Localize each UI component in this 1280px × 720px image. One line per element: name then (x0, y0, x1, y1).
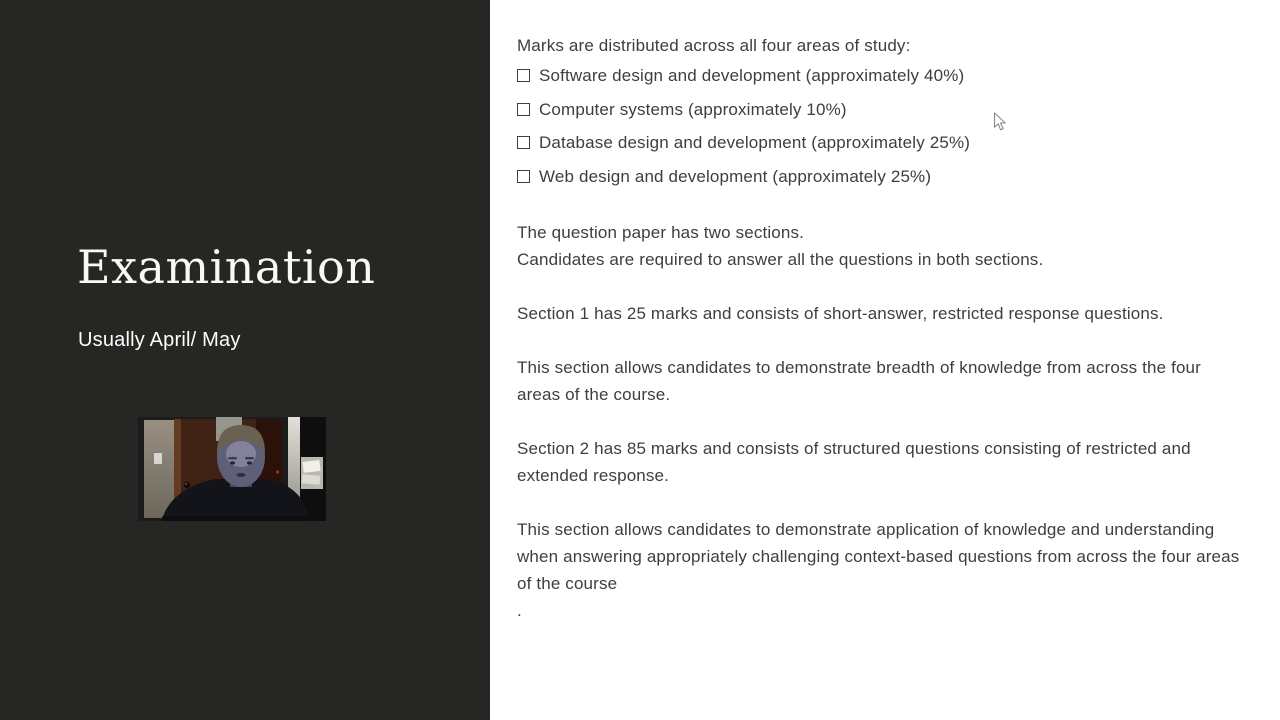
body-paragraphs (517, 219, 1280, 624)
slide-subtitle: Usually April/ May (78, 329, 241, 351)
paragraph-line: areas of the course. (517, 385, 671, 404)
bullet-item (517, 93, 1280, 127)
paragraph-line: extended response. (517, 466, 670, 485)
bullet-list (517, 59, 1280, 193)
checkbox-bullet-icon (517, 103, 530, 116)
paragraph (517, 435, 1280, 489)
checkbox-bullet-icon (517, 170, 530, 183)
bullet-item (517, 126, 1280, 160)
paragraph (517, 219, 1280, 273)
paragraph (517, 300, 1280, 327)
intro-text: Marks are distributed across all four areas of study: (517, 36, 911, 55)
paragraph-line: Section 1 has 25 marks and consists of short-answer, restricted response questions. (517, 304, 1164, 323)
paragraph-line: . (517, 601, 522, 620)
bullet-label: Web design and development (approximately 25%) (539, 166, 932, 186)
paragraph (517, 516, 1280, 597)
paragraph-line: This section allows candidates to demonstrate application of knowledge and understanding (517, 520, 1215, 539)
presenter-webcam-video (138, 417, 326, 521)
paragraph (517, 597, 1280, 624)
bullet-label: Database design and development (approximately 25%) (539, 133, 971, 153)
bullet-item (517, 59, 1280, 93)
paragraph-line: The question paper has two sections. (517, 223, 805, 242)
bullet-label: Computer systems (approximately 10%) (539, 99, 847, 119)
slide-left-panel (0, 0, 490, 720)
paragraph-line: Section 2 has 85 marks and consists of structured questions consisting of restricted and (517, 439, 1191, 458)
paragraph-line: of the course (517, 574, 618, 593)
slide-content-panel (490, 0, 1280, 720)
paragraph-line: Candidates are required to answer all the questions in both sections. (517, 250, 1044, 269)
checkbox-bullet-icon (517, 69, 530, 82)
bullet-label: Software design and development (approximately 40%) (539, 66, 965, 86)
paragraph-line: when answering appropriately challenging context-based questions from across the four areas (517, 547, 1240, 566)
bullet-item (517, 160, 1280, 194)
paragraph (517, 354, 1280, 408)
checkbox-bullet-icon (517, 136, 530, 149)
slide-title: Examination (77, 240, 376, 294)
paragraph-line: This section allows candidates to demonstrate breadth of knowledge from across the four (517, 358, 1201, 377)
webcam-illustration (138, 417, 326, 521)
